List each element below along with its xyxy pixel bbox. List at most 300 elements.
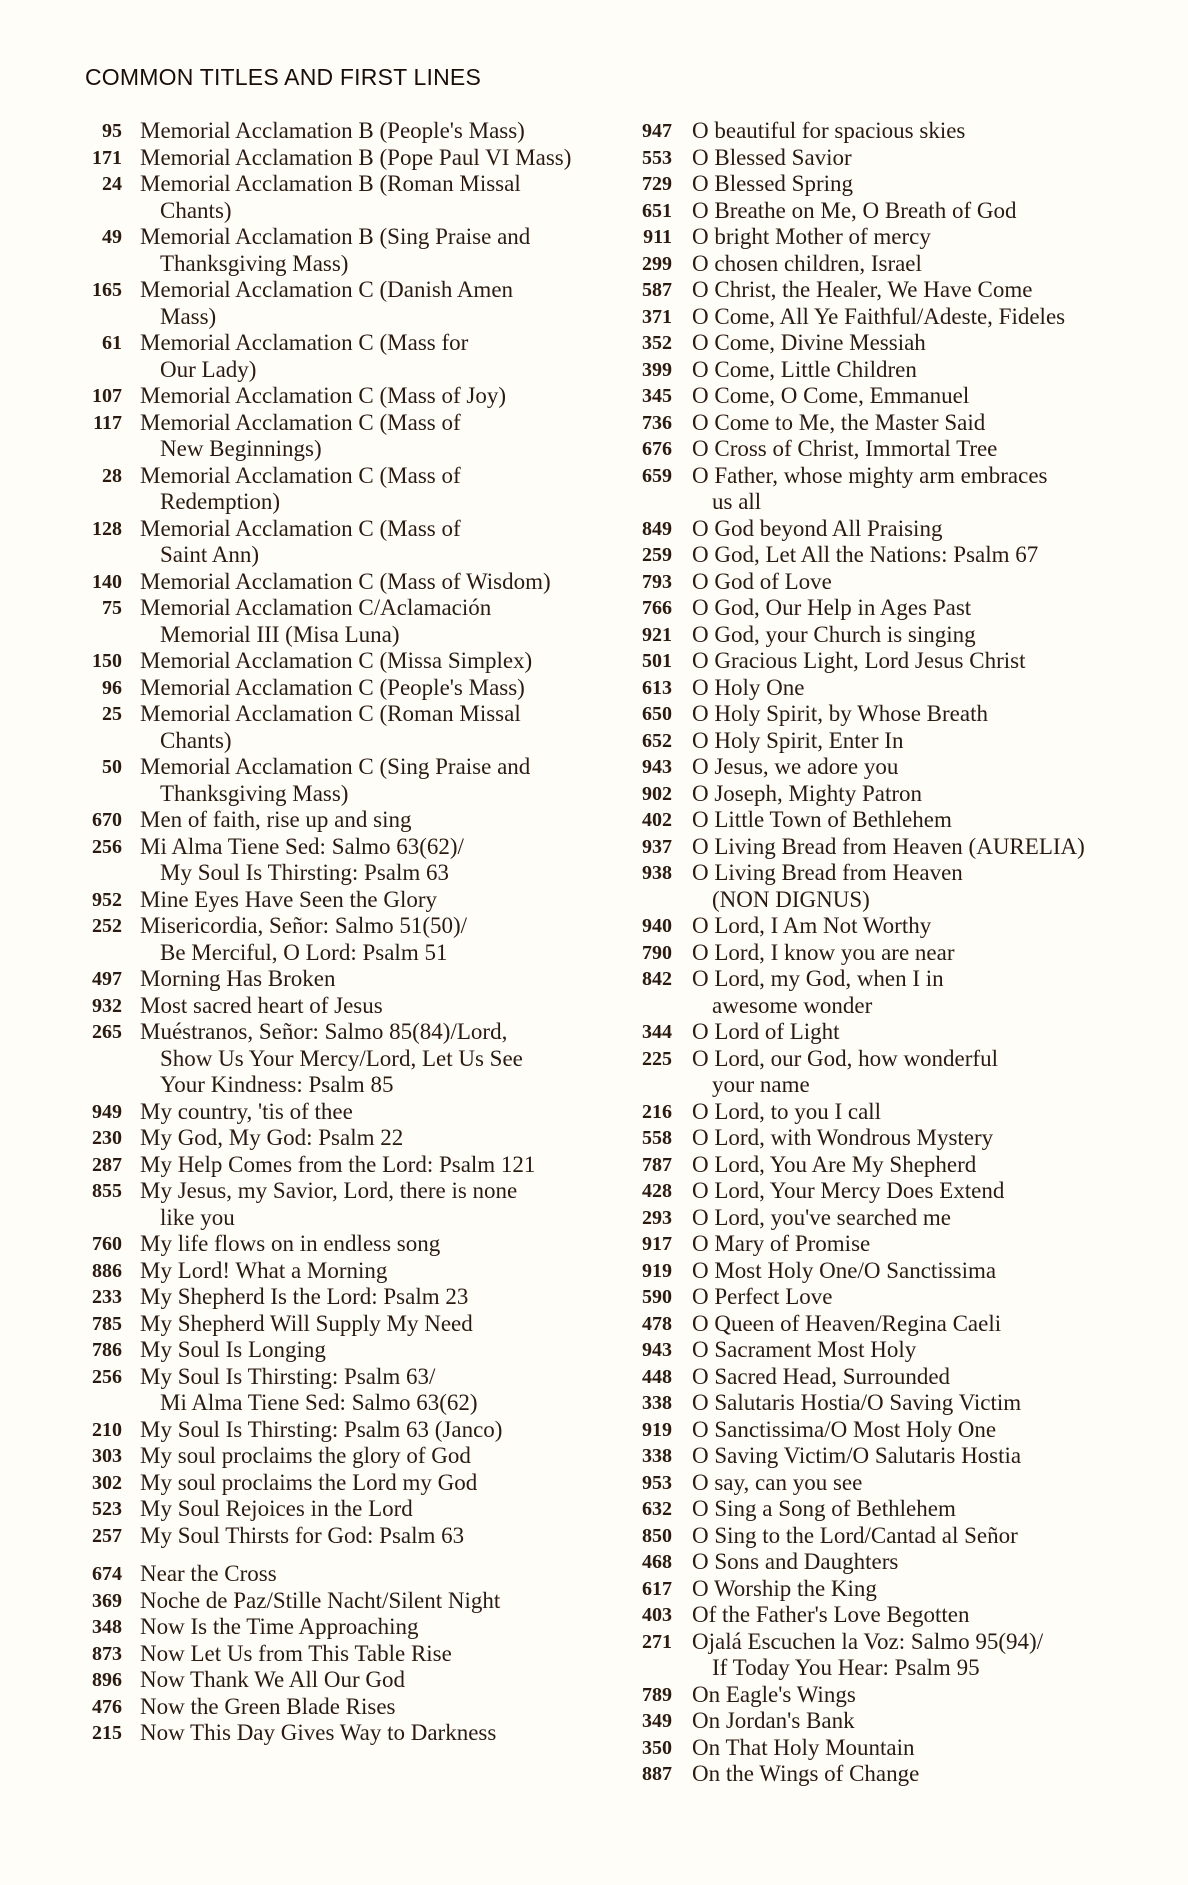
title-line: Memorial Acclamation C (Mass of Wisdom) [140, 568, 551, 594]
title-line: Memorial Acclamation B (Roman Missal [140, 171, 521, 196]
index-entry [620, 913, 1140, 940]
index-entry [70, 277, 615, 330]
hymn-title [692, 410, 1140, 437]
index-entry [620, 251, 1140, 278]
index-entry [70, 1311, 615, 1338]
hymn-number: 230 [92, 1127, 122, 1149]
title-line: O God, your Church is singing [692, 621, 976, 647]
hymn-title [140, 330, 615, 383]
index-entry [620, 1682, 1140, 1709]
hymn-number: 75 [102, 597, 122, 619]
hymn-number: 369 [92, 1589, 122, 1612]
title-line: O Father, whose mighty arm embraces [692, 462, 1048, 488]
title-line: O Lord, with Wondrous Mystery [692, 1125, 994, 1150]
title-line: My Lord! What a Morning [140, 1257, 388, 1283]
hymn-title [692, 463, 1140, 516]
hymn-number: 932 [92, 994, 122, 1017]
title-line: O Holy One [692, 674, 805, 700]
index-entry [70, 1561, 615, 1588]
hymn-number: 787 [642, 1153, 672, 1176]
index-entry [70, 1667, 615, 1694]
hymn-number: 165 [92, 279, 122, 301]
index-entry [620, 966, 1140, 1019]
hymn-title [692, 516, 1140, 543]
hymn-title [692, 1125, 1140, 1152]
title-continuation-line: Thanksgiving Mass) [160, 250, 349, 276]
hymn-title [692, 145, 1140, 172]
hymn-number: 590 [642, 1286, 672, 1308]
index-entry [620, 1390, 1140, 1417]
hymn-title [140, 569, 615, 596]
index-entry [620, 463, 1140, 516]
title-line: Memorial Acclamation C (Danish Amen [140, 277, 514, 302]
title-line: Mine Eyes Have Seen the Glory [140, 886, 438, 912]
hymn-title [692, 1576, 1140, 1603]
index-entry [620, 1125, 1140, 1152]
title-line: O Lord, my God, when I in [692, 966, 944, 991]
title-line: O chosen children, Israel [692, 250, 922, 276]
hymn-title [692, 1549, 1140, 1576]
hymn-title [692, 834, 1140, 861]
title-line: Memorial Acclamation C (Mass of [140, 462, 461, 488]
index-entry [620, 728, 1140, 755]
title-line: O Sanctissima/O Most Holy One [692, 1416, 997, 1442]
hymn-number: 886 [92, 1259, 122, 1282]
title-line: O Blessed Spring [692, 171, 853, 196]
title-continuation-line: New Beginnings) [160, 436, 322, 461]
hymn-number: 674 [92, 1563, 122, 1585]
hymn-number: 225 [642, 1047, 672, 1070]
hymn-title [692, 1337, 1140, 1364]
index-entry [620, 357, 1140, 384]
hymn-number: 670 [92, 809, 122, 831]
index-entry [620, 1470, 1140, 1497]
hymn-number: 403 [642, 1604, 672, 1626]
hymn-number: 303 [92, 1445, 122, 1467]
index-entry [70, 1694, 615, 1721]
title-line: O Lord, you've searched me [692, 1204, 951, 1230]
title-line: Memorial Acclamation C/Aclamación [140, 595, 492, 620]
hymn-number: 659 [642, 464, 672, 487]
title-line: O Blessed Savior [692, 144, 852, 170]
index-entry [620, 1761, 1140, 1788]
index-entry [620, 675, 1140, 702]
index-entry [620, 1549, 1140, 1576]
hymn-title [140, 754, 615, 807]
index-entry [620, 1046, 1140, 1099]
title-line: On Eagle's Wings [692, 1681, 856, 1707]
hymn-number: 613 [642, 676, 672, 699]
hymn-number: 921 [642, 623, 672, 646]
index-entry [70, 1496, 615, 1523]
title-continuation-line: Our Lady) [160, 356, 257, 382]
hymn-number: 352 [642, 332, 672, 354]
hymn-title [140, 993, 615, 1020]
hymn-number: 785 [92, 1312, 122, 1335]
hymn-title [140, 1641, 615, 1668]
hymn-title [140, 410, 615, 463]
title-line: O Sing a Song of Bethlehem [692, 1496, 956, 1521]
hymn-title [692, 728, 1140, 755]
hymn-title [692, 118, 1140, 145]
title-line: O Worship the King [692, 1575, 877, 1601]
title-line: On Jordan's Bank [692, 1708, 855, 1733]
hymn-title [692, 569, 1140, 596]
hymn-title [140, 1443, 615, 1470]
hymn-number: 736 [642, 411, 672, 434]
hymn-number: 887 [642, 1763, 672, 1785]
hymn-number: 348 [92, 1616, 122, 1638]
hymn-number: 128 [92, 517, 122, 540]
hymn-number: 940 [642, 915, 672, 937]
index-entry [70, 1099, 615, 1126]
index-entry [70, 1125, 615, 1152]
index-entry [620, 1364, 1140, 1391]
title-line: My soul proclaims the Lord my God [140, 1469, 478, 1495]
hymn-title [140, 1311, 615, 1338]
hymn-title [692, 1417, 1140, 1444]
title-line: My Soul Rejoices in the Lord [140, 1496, 413, 1521]
title-line: On That Holy Mountain [692, 1734, 915, 1760]
hymn-title [692, 171, 1140, 198]
title-line: My Shepherd Will Supply My Need [140, 1310, 473, 1336]
hymn-number: 651 [642, 199, 672, 222]
title-line: My country, 'tis of thee [140, 1098, 353, 1124]
hymn-title [692, 1099, 1140, 1126]
title-line: O Lord, our God, how wonderful [692, 1045, 998, 1071]
hymn-number: 523 [92, 1498, 122, 1520]
title-line: Memorial Acclamation C (Mass of Joy) [140, 383, 507, 408]
hymn-title [140, 887, 615, 914]
index-entry [70, 463, 615, 516]
title-line: Memorial Acclamation C (Mass for [140, 330, 469, 355]
index-entry [70, 516, 615, 569]
title-line: On the Wings of Change [692, 1761, 920, 1786]
hymn-number: 919 [642, 1259, 672, 1282]
index-entry [620, 1496, 1140, 1523]
hymn-title [692, 383, 1140, 410]
hymn-title [140, 1561, 615, 1588]
title-continuation-line: Memorial III (Misa Luna) [160, 621, 400, 647]
title-line: O Cross of Christ, Immortal Tree [692, 436, 998, 461]
hymn-title [692, 807, 1140, 834]
hymn-title [140, 1720, 615, 1747]
hymn-number: 107 [92, 385, 122, 407]
index-entry [70, 1364, 615, 1417]
title-line: O Living Bread from Heaven [692, 860, 963, 885]
hymn-title [140, 1364, 615, 1417]
index-entry [70, 330, 615, 383]
hymn-number: 344 [642, 1021, 672, 1043]
hymn-title [140, 277, 615, 330]
hymn-title [692, 1152, 1140, 1179]
hymn-number: 943 [642, 1339, 672, 1361]
hymn-title [692, 754, 1140, 781]
title-line: Misericordia, Señor: Salmo 51(50)/ [140, 913, 468, 938]
index-entry [620, 1178, 1140, 1205]
title-line: O Lord, to you I call [692, 1098, 882, 1124]
index-entry [70, 675, 615, 702]
hymn-title [140, 1178, 615, 1231]
index-entry [70, 807, 615, 834]
index-entry [70, 118, 615, 145]
title-line: O Come, O Come, Emmanuel [692, 383, 970, 408]
index-entry [620, 1205, 1140, 1232]
hymn-title [692, 357, 1140, 384]
title-line: O Lord of Light [692, 1019, 840, 1044]
hymn-title [692, 251, 1140, 278]
hymn-title [692, 542, 1140, 569]
hymn-number: 287 [92, 1153, 122, 1176]
title-line: Now This Day Gives Way to Darkness [140, 1720, 497, 1745]
index-entry [620, 1311, 1140, 1338]
index-entry [620, 516, 1140, 543]
hymn-number: 61 [102, 332, 122, 354]
index-entry [620, 1284, 1140, 1311]
title-line: O Sacred Head, Surrounded [692, 1363, 951, 1389]
hymn-number: 210 [92, 1418, 122, 1441]
hymn-title [140, 807, 615, 834]
hymn-title [140, 1152, 615, 1179]
hymn-title [140, 1588, 615, 1615]
index-entry [70, 1443, 615, 1470]
hymn-number: 949 [92, 1100, 122, 1123]
hymn-number: 140 [92, 570, 122, 593]
title-line: My Soul Is Thirsting: Psalm 63/ [140, 1363, 436, 1389]
index-entry [70, 1523, 615, 1550]
hymn-number: 652 [642, 729, 672, 752]
hymn-number: 478 [642, 1312, 672, 1335]
index-entry [620, 860, 1140, 913]
hymn-number: 766 [642, 597, 672, 619]
hymn-number: 448 [642, 1365, 672, 1388]
title-line: O Sacrament Most Holy [692, 1337, 917, 1362]
title-continuation-line: My Soul Is Thirsting: Psalm 63 [160, 860, 450, 885]
index-column-left [70, 118, 615, 1747]
hymn-title [692, 622, 1140, 649]
title-line: O Come, Little Children [692, 356, 917, 382]
hymn-number: 428 [642, 1180, 672, 1202]
title-continuation-line: Show Us Your Mercy/Lord, Let Us See [160, 1045, 523, 1071]
hymn-title [140, 1284, 615, 1311]
title-continuation-line: Saint Ann) [160, 542, 260, 567]
hymn-title [692, 781, 1140, 808]
index-entry [620, 1708, 1140, 1735]
title-line: Memorial Acclamation C (Mass of [140, 515, 461, 541]
hymn-title [692, 436, 1140, 463]
title-line: O Living Bread from Heaven (AURELIA) [692, 833, 1085, 859]
index-entry [70, 1152, 615, 1179]
title-continuation-line: Chants) [160, 197, 232, 223]
hymn-title [692, 1523, 1140, 1550]
title-line: O beautiful for spacious skies [692, 118, 966, 143]
hymn-number: 650 [642, 703, 672, 725]
index-entry [620, 569, 1140, 596]
hymn-number: 265 [92, 1021, 122, 1043]
title-line: Memorial Acclamation C (Missa Simplex) [140, 648, 533, 673]
hymn-title [692, 1019, 1140, 1046]
index-entry [620, 1019, 1140, 1046]
title-line: My Soul Is Longing [140, 1337, 326, 1362]
hymn-number: 476 [92, 1695, 122, 1718]
index-entry [620, 383, 1140, 410]
hymn-title [140, 1337, 615, 1364]
hymn-number: 558 [642, 1127, 672, 1149]
index-entry [70, 754, 615, 807]
title-line: O God, Our Help in Ages Past [692, 595, 972, 620]
hymn-title [140, 1614, 615, 1641]
title-line: Memorial Acclamation B (Sing Praise and [140, 224, 531, 249]
title-continuation-line: Redemption) [160, 489, 281, 514]
index-entry [620, 118, 1140, 145]
hymn-number: 271 [642, 1630, 672, 1653]
hymn-title [692, 304, 1140, 331]
title-line: O Holy Spirit, by Whose Breath [692, 701, 988, 726]
title-line: O bright Mother of mercy [692, 224, 931, 249]
hymn-title [140, 1231, 615, 1258]
hymn-number: 873 [92, 1642, 122, 1665]
hymn-number: 371 [642, 305, 672, 328]
title-continuation-line: (NON DIGNUS) [712, 886, 870, 912]
title-line: Memorial Acclamation C (Roman Missal [140, 701, 521, 726]
title-line: Of the Father's Love Begotten [692, 1602, 970, 1627]
hymn-number: 299 [642, 252, 672, 275]
hymn-number: 896 [92, 1669, 122, 1691]
title-line: O Saving Victim/O Salutaris Hostia [692, 1443, 1022, 1468]
title-line: Memorial Acclamation C (Sing Praise and [140, 754, 531, 779]
hymn-number: 338 [642, 1392, 672, 1414]
title-continuation-line: Mi Alma Tiene Sed: Salmo 63(62) [160, 1390, 478, 1415]
title-continuation-line: your name [712, 1072, 810, 1097]
index-entry [620, 330, 1140, 357]
hymn-title [140, 118, 615, 145]
hymn-number: 95 [102, 120, 122, 142]
title-line: O Mary of Promise [692, 1231, 871, 1256]
index-entry [620, 542, 1140, 569]
hymn-title [692, 1443, 1140, 1470]
title-continuation-line: us all [712, 489, 762, 514]
hymn-number: 171 [92, 146, 122, 169]
hymn-number: 302 [92, 1471, 122, 1494]
hymn-number: 786 [92, 1339, 122, 1361]
hymn-number: 338 [642, 1445, 672, 1467]
hymn-number: 345 [642, 385, 672, 407]
title-line: Mi Alma Tiene Sed: Salmo 63(62)/ [140, 833, 464, 859]
hymn-title [692, 1258, 1140, 1285]
hymn-number: 919 [642, 1418, 672, 1441]
hymn-number: 256 [92, 1365, 122, 1388]
hymn-number: 947 [642, 120, 672, 142]
hymn-number: 257 [92, 1524, 122, 1547]
hymn-title [692, 1231, 1140, 1258]
hymn-title [692, 860, 1140, 913]
hymn-number: 150 [92, 650, 122, 672]
index-entry [70, 1178, 615, 1231]
hymn-number: 399 [642, 358, 672, 381]
title-line: O Lord, You Are My Shepherd [692, 1151, 977, 1177]
index-entry [620, 436, 1140, 463]
hymn-title [692, 940, 1140, 967]
title-continuation-line: If Today You Hear: Psalm 95 [712, 1655, 980, 1680]
title-line: Morning Has Broken [140, 966, 336, 991]
title-line: Memorial Acclamation C (Mass of [140, 409, 461, 435]
index-entry [620, 1417, 1140, 1444]
hymn-title [140, 966, 615, 993]
hymn-number: 350 [642, 1736, 672, 1759]
index-entry [70, 966, 615, 993]
index-entry [70, 1019, 615, 1099]
title-continuation-line: Chants) [160, 727, 232, 753]
title-line: Muéstranos, Señor: Salmo 85(84)/Lord, [140, 1019, 508, 1044]
title-line: My Shepherd Is the Lord: Psalm 23 [140, 1284, 469, 1309]
index-entry [620, 1443, 1140, 1470]
index-entry [620, 1258, 1140, 1285]
index-entry [620, 754, 1140, 781]
hymn-number: 855 [92, 1180, 122, 1202]
index-entry [620, 198, 1140, 225]
hymn-number: 902 [642, 782, 672, 805]
title-line: O Most Holy One/O Sanctissima [692, 1257, 997, 1283]
hymn-number: 252 [92, 915, 122, 937]
hymn-number: 233 [92, 1286, 122, 1308]
hymn-title [140, 1417, 615, 1444]
title-line: O Gracious Light, Lord Jesus Christ [692, 648, 1026, 673]
hymn-number: 617 [642, 1577, 672, 1600]
index-entry [620, 1099, 1140, 1126]
hymn-number: 25 [102, 703, 122, 725]
title-line: O Salutaris Hostia/O Saving Victim [692, 1390, 1022, 1415]
hymn-number: 501 [642, 650, 672, 672]
hymn-title [692, 913, 1140, 940]
hymn-number: 790 [642, 941, 672, 964]
hymn-title [692, 1311, 1140, 1338]
hymn-title [692, 1046, 1140, 1099]
hymn-title [692, 1178, 1140, 1205]
index-entry [620, 807, 1140, 834]
index-entry [620, 410, 1140, 437]
hymn-number: 28 [102, 464, 122, 487]
hymn-number: 497 [92, 968, 122, 990]
index-entry [70, 887, 615, 914]
title-line: My Soul Is Thirsting: Psalm 63 (Janco) [140, 1416, 503, 1442]
hymn-title [140, 463, 615, 516]
index-entry [70, 224, 615, 277]
hymn-title [140, 516, 615, 569]
title-line: Memorial Acclamation B (Pope Paul VI Mass) [140, 144, 572, 170]
index-entry [70, 410, 615, 463]
title-line: O Lord, Your Mercy Does Extend [692, 1178, 1005, 1203]
index-entry [70, 1258, 615, 1285]
index-entry [70, 913, 615, 966]
hymn-title [140, 913, 615, 966]
hymn-title [692, 648, 1140, 675]
index-entry [620, 1629, 1140, 1682]
index-entry [70, 834, 615, 887]
hymn-title [692, 1470, 1140, 1497]
hymn-title [140, 145, 615, 172]
index-entry [70, 1588, 615, 1615]
index-entry [620, 1735, 1140, 1762]
hymn-number: 468 [642, 1551, 672, 1573]
hymn-title [140, 1694, 615, 1721]
hymn-number: 911 [643, 226, 672, 248]
title-line: My soul proclaims the glory of God [140, 1443, 471, 1468]
hymn-number: 917 [642, 1233, 672, 1255]
title-line: Now Let Us from This Table Rise [140, 1640, 452, 1666]
index-entry [620, 622, 1140, 649]
title-line: Ojalá Escuchen la Voz: Salmo 95(94)/ [692, 1628, 1044, 1654]
index-entry [620, 171, 1140, 198]
